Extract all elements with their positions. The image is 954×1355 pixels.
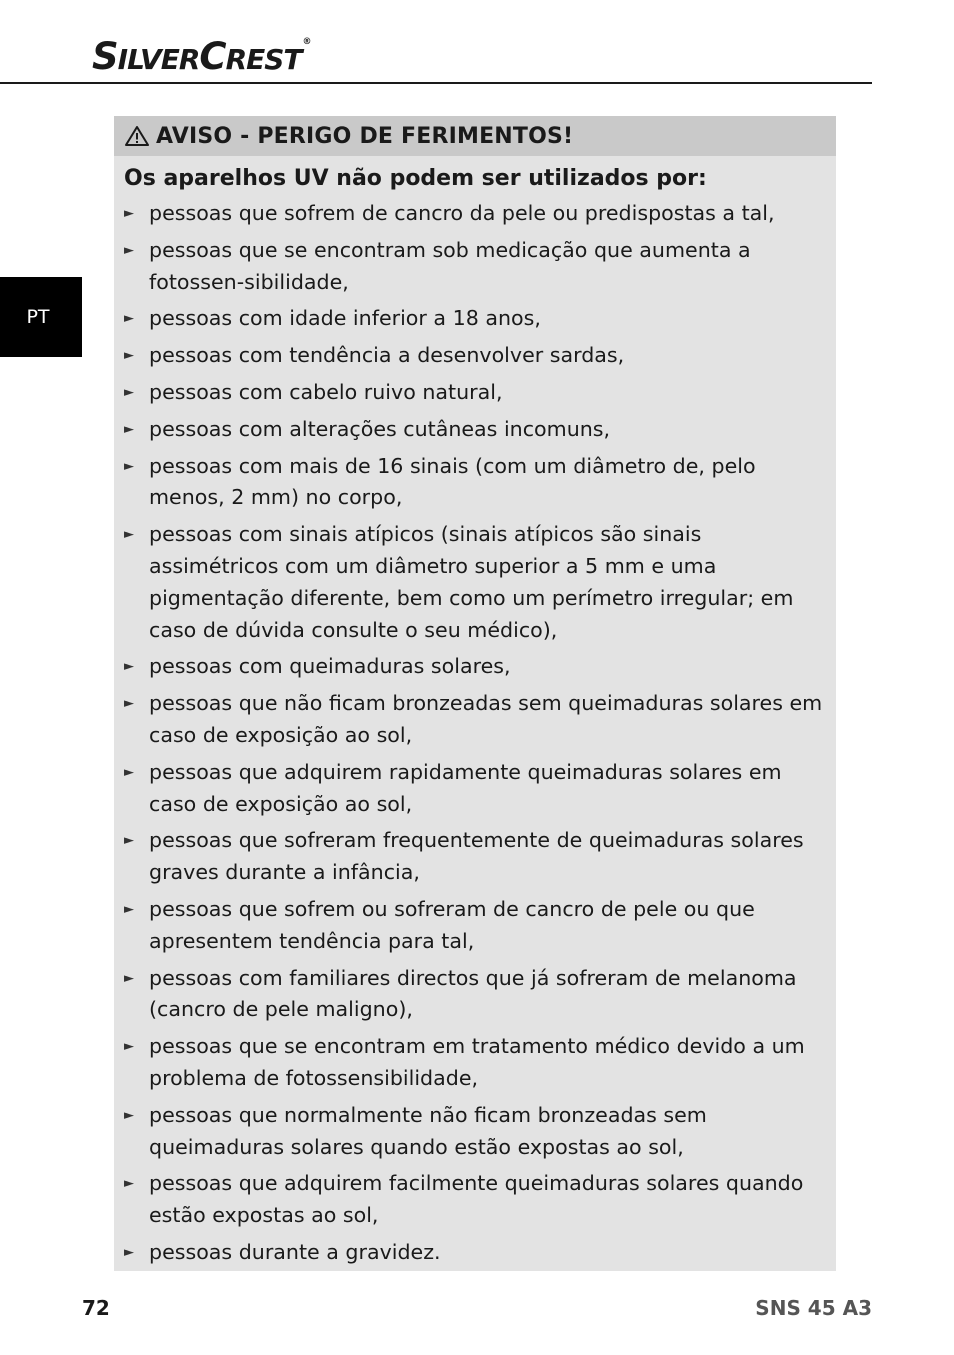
bullet-arrow-icon: ► <box>124 384 134 400</box>
bullet-arrow-icon: ► <box>124 348 134 364</box>
warning-subheading: Os aparelhos UV não podem ser utilizados por: <box>124 166 707 191</box>
list-item-text: pessoas que normalmente não ficam bronzeadas sem queimaduras solares quando estão expostas ao sol, <box>149 1102 707 1159</box>
list-item <box>114 894 836 958</box>
registered-mark: ® <box>302 37 311 47</box>
list-item-text: pessoas que se encontram sob medicação que aumenta a fotossen-sibilidade, <box>149 237 751 294</box>
bullet-arrow-icon: ► <box>124 1039 134 1055</box>
list-item <box>114 303 836 335</box>
list-item <box>114 963 836 1027</box>
list-item-text: pessoas com tendência a desenvolver sardas, <box>149 343 625 368</box>
list-item-text: pessoas que não ficam bronzeadas sem queimaduras solares em caso de exposição ao sol, <box>149 691 823 747</box>
warning-box <box>114 116 836 1271</box>
list-item-text: pessoas que sofrem de cancro da pele ou predispostas a tal, <box>149 201 775 225</box>
bullet-arrow-icon: ► <box>124 659 134 675</box>
brand-part-1: ILVER <box>117 43 200 76</box>
list-item-text: pessoas com cabelo ruivo natural, <box>149 379 503 404</box>
list-item-text: pessoas que sofreram frequentemente de queimaduras solares graves durante a infância, <box>149 828 804 885</box>
bullet-arrow-icon: ► <box>124 1176 134 1192</box>
list-item-text: pessoas que sofrem ou sofreram de cancro de pele ou que apresentem tendência para tal, <box>149 896 755 953</box>
bullet-arrow-icon: ► <box>124 311 134 327</box>
list-item-text: pessoas com familiares directos que já sofreram de melanoma (cancro de pele maligno), <box>149 965 797 1022</box>
bullet-arrow-icon: ► <box>124 458 134 474</box>
brand-initial-2: C <box>199 35 226 78</box>
list-item <box>114 451 836 515</box>
list-item-text: pessoas com alterações cutâneas incomuns, <box>149 416 611 441</box>
warning-header <box>114 116 836 156</box>
brand-initial-1: S <box>92 35 118 78</box>
list-item-text: pessoas que adquirem rapidamente queimaduras solares em caso de exposição ao sol, <box>149 759 782 816</box>
list-item-text: pessoas com sinais atípicos (sinais atípicos são sinais assimétricos com um diâmetro superior a 5 mm e uma pigmentação diferente, bem como um perímetro irregular; em caso de dúvida consulte o seu médico), <box>149 522 794 642</box>
list-item-text: pessoas com queimaduras solares, <box>149 654 511 679</box>
list-item <box>114 1031 836 1095</box>
language-tab-label: PT <box>26 306 50 328</box>
list-item-text: pessoas que se encontram em tratamento médico devido a um problema de fotossensibilidade, <box>149 1034 805 1090</box>
brand-part-2: REST <box>225 43 302 76</box>
bullet-arrow-icon: ► <box>124 527 134 543</box>
list-item <box>114 1100 836 1164</box>
bullet-arrow-icon: ► <box>124 970 134 986</box>
warning-triangle-icon <box>124 125 150 147</box>
header-rule <box>0 82 872 84</box>
warning-title: AVISO - PERIGO DE FERIMENTOS! <box>156 123 574 149</box>
list-item <box>114 519 836 646</box>
warning-list <box>114 198 836 1269</box>
list-item <box>114 377 836 409</box>
bullet-arrow-icon: ► <box>124 764 134 780</box>
page-number: 72 <box>82 1296 110 1320</box>
list-item <box>114 1237 836 1269</box>
list-item <box>114 235 836 299</box>
list-item <box>114 198 836 230</box>
model-number: SNS 45 A3 <box>755 1296 872 1320</box>
list-item-text: pessoas com idade inferior a 18 anos, <box>149 306 541 331</box>
list-item <box>114 825 836 889</box>
brand-logo <box>92 35 311 78</box>
bullet-arrow-icon: ► <box>124 1107 134 1123</box>
list-item <box>114 414 836 446</box>
bullet-arrow-icon: ► <box>124 696 134 712</box>
bullet-arrow-icon: ► <box>124 833 134 849</box>
list-item <box>114 688 836 752</box>
bullet-arrow-icon: ► <box>124 242 134 258</box>
list-item <box>114 757 836 821</box>
language-tab <box>0 277 82 357</box>
list-item <box>114 651 836 683</box>
bullet-arrow-icon: ► <box>124 1244 134 1260</box>
list-item-text: pessoas com mais de 16 sinais (com um diâmetro de, pelo menos, 2 mm) no corpo, <box>149 453 756 510</box>
list-item <box>114 340 836 372</box>
bullet-arrow-icon: ► <box>124 421 134 437</box>
list-item-text: pessoas durante a gravidez. <box>149 1239 441 1264</box>
list-item-text: pessoas que adquirem facilmente queimaduras solares quando estão expostas ao sol, <box>149 1171 804 1228</box>
list-item <box>114 1168 836 1232</box>
bullet-arrow-icon: ► <box>124 206 134 221</box>
bullet-arrow-icon: ► <box>124 901 134 917</box>
